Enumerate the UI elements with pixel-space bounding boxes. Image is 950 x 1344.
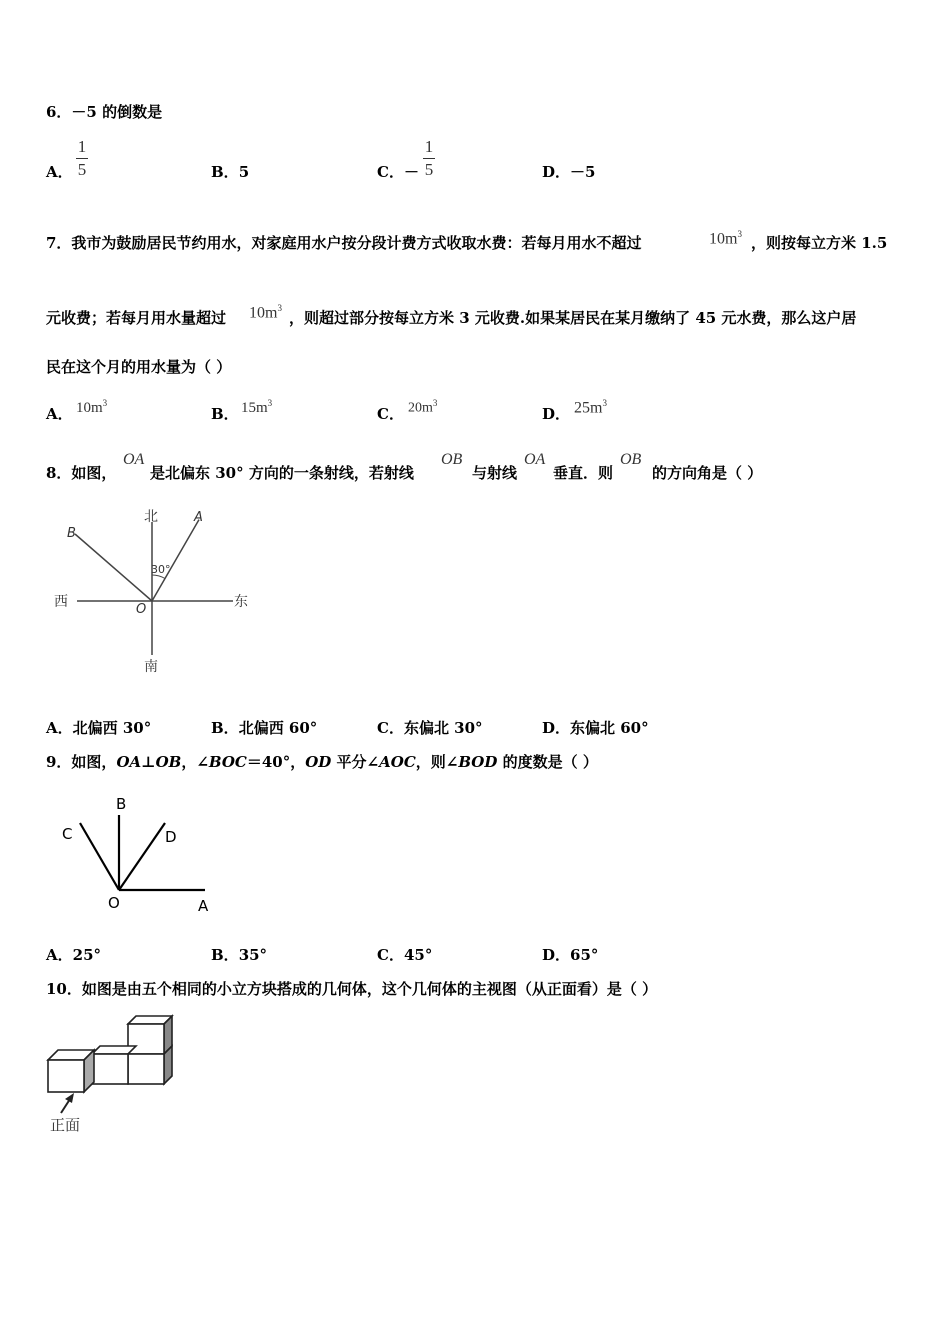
q8-stem-part3: 与射线 bbox=[472, 464, 518, 482]
q9-aoc: AOC bbox=[379, 753, 416, 771]
option-value: 45° bbox=[403, 946, 433, 964]
q9-angle-figure bbox=[55, 790, 225, 920]
label-b: B bbox=[116, 795, 127, 813]
q6-option-a-fraction bbox=[76, 138, 88, 179]
label-o: O bbox=[108, 894, 120, 912]
q7-option-b-label: B． bbox=[211, 405, 239, 423]
expr: 10m bbox=[249, 304, 278, 322]
value: 20m bbox=[408, 400, 433, 416]
q9-part1: 9．如图， bbox=[46, 753, 117, 771]
option-label: B． bbox=[211, 946, 239, 964]
q8-stem-part5: 的方向角是（ ） bbox=[652, 464, 763, 482]
option-label: A． bbox=[46, 719, 73, 737]
q6-option-c-fraction bbox=[423, 138, 435, 179]
q7-line1-end: ，则按每立方米 1.5 bbox=[751, 234, 888, 252]
front-arrow-head bbox=[65, 1093, 74, 1103]
point-a-label: A bbox=[194, 510, 203, 525]
fraction-numerator: 1 bbox=[424, 137, 434, 156]
option-label: B． bbox=[211, 719, 239, 737]
option-value: 25° bbox=[72, 946, 102, 964]
fraction-numerator: 1 bbox=[77, 137, 87, 156]
q8-option-c bbox=[377, 719, 483, 737]
value: 25m bbox=[574, 399, 603, 417]
q9-ob: OB bbox=[155, 753, 182, 771]
exponent: 3 bbox=[267, 398, 273, 408]
q6-option-c-label bbox=[377, 163, 419, 181]
option-label: C． bbox=[377, 719, 404, 737]
exponent: 3 bbox=[602, 398, 607, 408]
front-label: 正面 bbox=[50, 1116, 81, 1134]
left-cube-front bbox=[48, 1060, 84, 1092]
option-sign: － bbox=[403, 163, 419, 181]
exponent: 3 bbox=[737, 229, 742, 239]
q9-bod: BOD bbox=[458, 753, 498, 771]
point-b-label: B bbox=[67, 526, 76, 541]
q6-option-d bbox=[542, 163, 595, 181]
label-c: C bbox=[62, 825, 73, 843]
q7-option-d-label: D． bbox=[542, 405, 571, 423]
q8-oa-1: OA bbox=[123, 451, 145, 468]
right-cube-front bbox=[128, 1054, 164, 1084]
q7-line3: 民在这个月的用水量为（ ） bbox=[46, 358, 232, 376]
q9-option-d bbox=[542, 946, 598, 964]
option-value: 5 bbox=[238, 163, 250, 181]
fraction-bar bbox=[423, 158, 435, 159]
q9-option-c bbox=[377, 946, 432, 964]
ray-oa bbox=[152, 520, 199, 601]
angle-label: 30° bbox=[151, 563, 171, 576]
q10-stem: 10．如图是由五个相同的小立方块搭成的几何体，这个几何体的主视图（从正面看）是（ ） bbox=[46, 980, 658, 998]
label-a: A bbox=[198, 897, 209, 915]
q8-ob-2: OB bbox=[620, 451, 642, 468]
option-label: A． bbox=[46, 946, 73, 964]
south-label: 南 bbox=[144, 659, 158, 675]
middle-cube-front bbox=[92, 1054, 128, 1084]
option-label: C． bbox=[377, 163, 404, 181]
option-label: B． bbox=[211, 163, 239, 181]
q9-option-a bbox=[46, 946, 101, 964]
q9-od: OD bbox=[305, 753, 332, 771]
q9-option-b bbox=[211, 946, 267, 964]
expr: 10m bbox=[709, 230, 738, 248]
q7-option-c-value bbox=[408, 394, 437, 418]
q9-part3: ＝40°， bbox=[246, 753, 306, 771]
right-side-face bbox=[164, 1046, 172, 1084]
q8-stem-part2: 是北偏东 30° 方向的一条射线，若射线 bbox=[150, 464, 414, 482]
q8-oa-2: OA bbox=[524, 451, 546, 468]
north-label: 北 bbox=[144, 509, 158, 525]
fraction-denominator: 5 bbox=[77, 160, 87, 179]
exponent: 3 bbox=[432, 398, 438, 408]
ray-ob bbox=[75, 534, 152, 601]
option-value: 北偏西 30° bbox=[72, 719, 152, 737]
q7-option-a-label: A． bbox=[46, 405, 73, 423]
q7-line2-end: ，则超过部分按每立方米 3 元收费.如果某居民在某月缴纳了 45 元水费，那么这户居 bbox=[289, 309, 857, 327]
q8-stem-part4: 垂直．则 bbox=[553, 464, 614, 482]
q8-option-d bbox=[542, 719, 649, 737]
q9-boc: BOC bbox=[208, 753, 247, 771]
q10-cubes-figure bbox=[44, 1012, 179, 1137]
q8-option-a bbox=[46, 719, 151, 737]
q7-line1-text: 7．我市为鼓励居民节约用水，对家庭用水户按分段计费方式收取水费：若每月用水不超过 bbox=[46, 234, 642, 252]
option-label: D． bbox=[542, 719, 571, 737]
q9-part2: ，∠ bbox=[181, 753, 209, 771]
q7-option-c-label: C． bbox=[377, 405, 404, 423]
value: 10m bbox=[76, 400, 103, 416]
q9-part6: 的度数是（ ） bbox=[497, 753, 598, 771]
q7-line1-expr bbox=[709, 225, 742, 248]
q7-option-b-value bbox=[241, 394, 272, 417]
label-d: D bbox=[165, 828, 177, 846]
q7-option-a-value bbox=[76, 394, 107, 417]
q7-line2-expr bbox=[249, 299, 282, 322]
option-value: 东偏北 30° bbox=[403, 719, 483, 737]
option-label: D． bbox=[542, 946, 571, 964]
q9-stem bbox=[46, 753, 598, 771]
fraction-bar bbox=[76, 158, 88, 159]
q7-option-d-value bbox=[574, 394, 607, 417]
ray-oc bbox=[80, 823, 119, 890]
q8-stem-part1: 8．如图， bbox=[46, 464, 117, 482]
fraction-denominator: 5 bbox=[424, 160, 434, 179]
q9-part5: ，则∠ bbox=[415, 753, 459, 771]
q9-oa: OA bbox=[116, 753, 142, 771]
ray-od bbox=[119, 823, 165, 890]
value: 15m bbox=[241, 400, 268, 416]
q6-stem: 6．－5 的倒数是 bbox=[46, 103, 163, 121]
q8-compass-figure bbox=[40, 500, 270, 685]
q6-option-b bbox=[211, 163, 249, 181]
option-value: 东偏北 60° bbox=[570, 719, 649, 737]
option-label: C． bbox=[377, 946, 404, 964]
q8-ob-1: OB bbox=[441, 451, 463, 468]
option-value: 65° bbox=[570, 946, 599, 964]
q9-perp: ⊥ bbox=[141, 753, 156, 771]
exponent: 3 bbox=[277, 303, 282, 313]
option-value: 北偏西 60° bbox=[238, 719, 318, 737]
west-label: 西 bbox=[54, 594, 68, 610]
q7-line2-text: 元收费；若每月用水量超过 bbox=[46, 309, 227, 327]
middle-top-face bbox=[92, 1046, 136, 1054]
option-value: 35° bbox=[238, 946, 268, 964]
point-o-label: O bbox=[136, 602, 147, 617]
option-label: D． bbox=[542, 163, 571, 181]
q9-part4: 平分∠ bbox=[331, 753, 380, 771]
q8-option-b bbox=[211, 719, 317, 737]
q6-option-a-label: A． bbox=[46, 163, 73, 181]
exponent: 3 bbox=[102, 398, 108, 408]
east-label: 东 bbox=[234, 594, 248, 610]
option-value: －5 bbox=[570, 163, 596, 181]
